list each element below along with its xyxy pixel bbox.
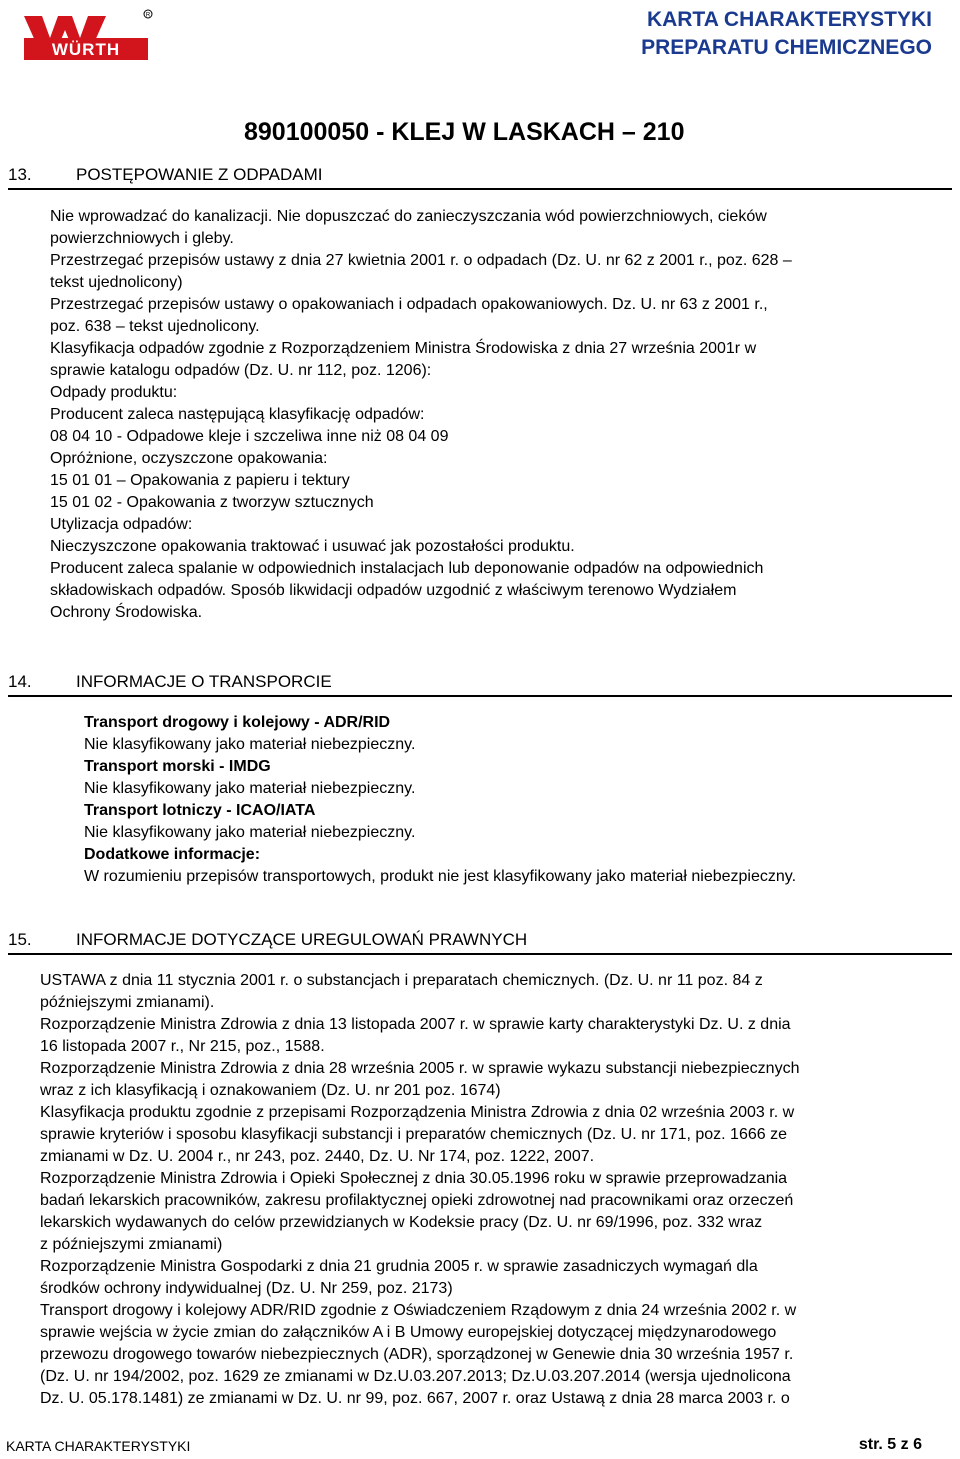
section-15-line: Klasyfikacja produktu zgodnie z przepisami Rozporządzenia Ministra Zdrowia z dnia 02 września 2003 r. w xyxy=(40,1104,795,1121)
section-13-line: Klasyfikacja odpadów zgodnie z Rozporządzeniem Ministra Środowiska z dnia 27 września 2001r w xyxy=(50,340,757,357)
transport-air-heading: Transport lotniczy - ICAO/IATA xyxy=(84,802,316,819)
section-13-line: Przestrzegać przepisów ustawy z dnia 27 kwietnia 2001 r. o odpadach (Dz. U. nr 62 z 2001 r., poz. 628 – xyxy=(50,252,792,269)
section-13-line: 15 01 02 - Opakowania z tworzyw sztucznych xyxy=(50,494,374,511)
document-title-line1: KARTA CHARAKTERYSTYKI xyxy=(646,8,932,31)
section-13-line: Nieczyszczone opakowania traktować i usuwać jak pozostałości produktu. xyxy=(50,538,575,555)
document-title xyxy=(641,6,932,62)
section-13-line: 15 01 01 – Opakowania z papieru i tektury xyxy=(50,472,350,489)
section-13-line: poz. 638 – tekst ujednolicony. xyxy=(50,318,260,335)
section-15-line: wraz z ich klasyfikacją i oznakowaniem (Dz. U. nr 201 poz. 1674) xyxy=(40,1082,501,1099)
section-15-body xyxy=(40,970,950,1410)
section-13-line: Utylizacja odpadów: xyxy=(50,516,193,533)
additional-info-heading: Dodatkowe informacje: xyxy=(84,846,261,863)
section-15-line: przewozu drogowego towarów niebezpiecznych (ADR), sporządzonej w Genewie dnia 30 września 1957 r. xyxy=(40,1346,794,1363)
section-13-body xyxy=(50,206,920,624)
page-number: str. 5 z 6 xyxy=(858,1436,922,1453)
section-15-line: lekarskich wydawanych do celów przewidzianych w Kodeksie pracy (Dz. U. nr 69/1996, poz. 332 wraz xyxy=(40,1214,763,1231)
section-15-line: sprawie wejścia w życie zmian do załączników A i B Umowy europejskiej dotyczącej międzynarodowego xyxy=(40,1324,777,1341)
section-15-line: z późniejszymi zmianami) xyxy=(40,1236,223,1253)
section-13-line: Opróżnione, oczyszczone opakowania: xyxy=(50,450,328,467)
transport-air-text: Nie klasyfikowany jako materiał niebezpieczny. xyxy=(84,824,416,841)
section-14-header xyxy=(8,669,952,697)
section-13-title: POSTĘPOWANIE Z ODPADAMI xyxy=(76,165,323,184)
section-13-line: 08 04 10 - Odpadowe kleje i szczeliwa inne niż 08 04 09 xyxy=(50,428,449,445)
svg-text:R: R xyxy=(145,12,151,19)
section-13-number: 13. xyxy=(8,165,32,184)
section-13-line: Odpady produktu: xyxy=(50,384,178,401)
wurth-logo xyxy=(20,8,155,66)
section-15-line: Dz. U. 05.178.1481) ze zmianami w Dz. U. nr 99, poz. 667, 2007 r. oraz Ustawą z dnia 28 marca 2003 r. o xyxy=(40,1390,790,1407)
section-15-line: zmianami w Dz. U. 2004 r., nr 243, poz. 2440, Dz. U. Nr 174, poz. 1222, 2007. xyxy=(40,1148,595,1165)
section-15-line: Transport drogowy i kolejowy ADR/RID zgodnie z Oświadczeniem Rządowym z dnia 24 września 2002 r. w xyxy=(40,1302,797,1319)
section-13-line: tekst ujednolicony) xyxy=(50,274,183,291)
section-13-line: Przestrzegać przepisów ustawy o opakowaniach i odpadach opakowaniowych. Dz. U. nr 63 z 2001 r., xyxy=(50,296,768,313)
section-15-line: (Dz. U. nr 194/2002, poz. 1629 ze zmianami w Dz.U.03.207.2013; Dz.U.03.207.2014 (wersja ujednolicona xyxy=(40,1368,791,1385)
transport-road-text: Nie klasyfikowany jako materiał niebezpieczny. xyxy=(84,736,416,753)
transport-sea-text: Nie klasyfikowany jako materiał niebezpieczny. xyxy=(84,780,416,797)
document-title-line2: PREPARATU CHEMICZNEGO xyxy=(641,36,932,59)
svg-text:WÜRTH: WÜRTH xyxy=(51,40,121,59)
section-13-line: Ochrony Środowiska. xyxy=(50,604,203,621)
section-13-line: Producent zaleca spalanie w odpowiednich instalacjach lub deponowanie odpadów na odpowiednich xyxy=(50,560,764,577)
section-15-title: INFORMACJE DOTYCZĄCE UREGULOWAŃ PRAWNYCH xyxy=(76,930,528,949)
section-15-line: sprawie kryteriów i sposobu klasyfikacji substancji i preparatów chemicznych (Dz. U. nr 171, poz. 1666 ze xyxy=(40,1126,787,1143)
section-15-number: 15. xyxy=(8,930,32,949)
section-13-line: sprawie katalogu odpadów (Dz. U. nr 112, poz. 1206): xyxy=(50,362,432,379)
section-13-line: składowiskach odpadów. Sposób likwidacji odpadów uzgodnić z właściwym terenowo Wydziałem xyxy=(50,582,737,599)
section-13-line: Producent zaleca następującą klasyfikację odpadów: xyxy=(50,406,425,423)
footer-doc-label: KARTA CHARAKTERYSTYKI xyxy=(6,1438,191,1454)
section-15-line: środków ochrony indywidualnej (Dz. U. Nr 259, poz. 2173) xyxy=(40,1280,453,1297)
section-15-line: Rozporządzenie Ministra Zdrowia z dnia 28 września 2005 r. w sprawie wykazu substancji niebezpiecznych xyxy=(40,1060,800,1077)
section-15-line: Rozporządzenie Ministra Zdrowia i Opieki Społecznej z dnia 30.05.1996 roku w sprawie przeprowadzania xyxy=(40,1170,788,1187)
transport-road-heading: Transport drogowy i kolejowy - ADR/RID xyxy=(84,714,391,731)
section-15-line: późniejszymi zmianami). xyxy=(40,994,215,1011)
section-15-line: Rozporządzenie Ministra Zdrowia z dnia 13 listopada 2007 r. w sprawie karty charakterystyki Dz. U. z dnia xyxy=(40,1016,791,1033)
section-14-body xyxy=(84,712,944,888)
section-15-line: badań lekarskich pracowników, zakresu profilaktycznej opieki zdrowotnej nad pracownikami oraz orzeczeń xyxy=(40,1192,794,1209)
section-14-number: 14. xyxy=(8,672,32,691)
product-title: 890100050 - KLEJ W LASKACH – 210 xyxy=(244,118,685,146)
section-14-title: INFORMACJE O TRANSPORCIE xyxy=(76,672,332,691)
section-15-line: USTAWA z dnia 11 stycznia 2001 r. o substancjach i preparatach chemicznych. (Dz. U. nr 11 poz. 84 z xyxy=(40,972,763,989)
section-13-line: Nie wprowadzać do kanalizacji. Nie dopuszczać do zanieczyszczania wód powierzchniowych, cieków xyxy=(50,208,767,225)
section-15-line: Rozporządzenie Ministra Gospodarki z dnia 21 grudnia 2005 r. w sprawie zasadniczych wymagań dla xyxy=(40,1258,758,1275)
section-15-header xyxy=(8,927,952,955)
transport-sea-heading: Transport morski - IMDG xyxy=(84,758,271,775)
section-15-line: 16 listopada 2007 r., Nr 215, poz., 1588. xyxy=(40,1038,325,1055)
section-13-header xyxy=(8,162,952,190)
additional-info-text: W rozumieniu przepisów transportowych, produkt nie jest klasyfikowany jako materiał niebezpieczny. xyxy=(84,868,797,885)
section-13-line: powierzchniowych i gleby. xyxy=(50,230,234,247)
